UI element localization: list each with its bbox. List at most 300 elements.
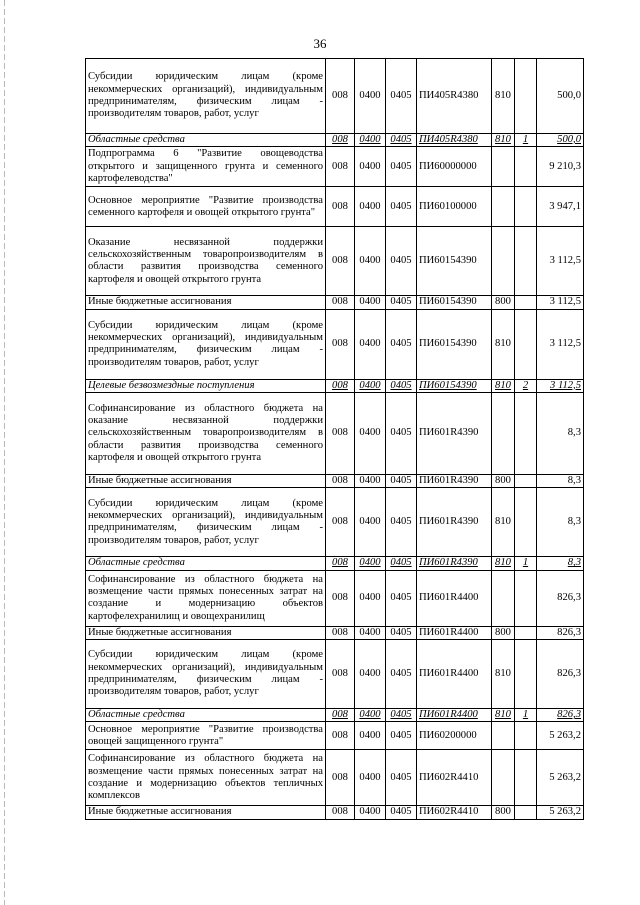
table-row [86, 296, 584, 309]
expense-type-text: 810 [495, 338, 511, 350]
target-article-text: ПИ60154390 [419, 296, 477, 308]
item-name-text: Субсидии юридическим лицам (кроме некоммерческих организаций), индивидуальным предпринимателям, физическим лицам - производителям товаров, работ, услуг [88, 71, 323, 120]
expense-type-cell [492, 475, 515, 488]
ministry-code-cell [326, 722, 355, 750]
section-code-cell [355, 379, 386, 392]
item-name-text: Основное мероприятие "Развитие производства семенного картофеля и овощей открытого грунта" [88, 194, 323, 218]
amount-cell [537, 640, 584, 709]
subsection-code-text: 0405 [390, 255, 412, 267]
item-name-cell [86, 557, 326, 570]
amount-text: 8,3 [567, 475, 581, 487]
subsection-code-text: 0405 [390, 379, 412, 391]
ministry-code-cell [326, 134, 355, 147]
ministry-code-text: 008 [332, 729, 348, 741]
item-name-cell [86, 709, 326, 722]
target-article-cell [417, 134, 492, 147]
subsection-code-cell [386, 134, 417, 147]
expense-type-cell [492, 570, 515, 626]
funding-source-cell [515, 187, 537, 227]
item-name-text: Софинансирование из областного бюджета на оказание несвязанной поддержки сельскохозяйственным товаропроизводителям в области развития производства семенного картофеля и овощей открытого грунта [88, 402, 323, 464]
funding-source-cell [515, 147, 537, 187]
item-name-text: Иные бюджетные ассигнования [88, 806, 232, 818]
amount-cell [537, 475, 584, 488]
amount-cell [537, 147, 584, 187]
item-name-cell [86, 59, 326, 134]
ministry-code-cell [326, 475, 355, 488]
ministry-code-text: 008 [332, 626, 348, 638]
amount-text: 8,3 [567, 516, 581, 528]
expense-type-cell [492, 187, 515, 227]
expense-type-cell [492, 134, 515, 147]
expense-type-text: 810 [495, 89, 511, 101]
target-article-cell [417, 187, 492, 227]
ministry-code-cell [326, 309, 355, 379]
section-code-cell [355, 147, 386, 187]
table-row [86, 309, 584, 379]
ministry-code-text: 008 [332, 89, 348, 101]
target-article-text: ПИ602R4410 [419, 806, 479, 818]
section-code-text: 0400 [359, 626, 381, 638]
target-article-cell [417, 309, 492, 379]
target-article-text: ПИ60154390 [419, 338, 477, 350]
subsection-code-cell [386, 750, 417, 806]
table-row [86, 147, 584, 187]
amount-text: 3 112,5 [549, 296, 581, 308]
table-row [86, 626, 584, 639]
expense-type-cell [492, 626, 515, 639]
target-article-text: ПИ60200000 [419, 729, 477, 741]
section-code-text: 0400 [359, 134, 381, 145]
item-name-text: Оказание несвязанной поддержки сельскохозяйственным товаропроизводителям в области развития производства семенного картофеля и овощей открытого грунта [88, 236, 323, 285]
expense-type-cell [492, 806, 515, 819]
target-article-cell [417, 227, 492, 296]
target-article-text: ПИ601R4390 [419, 516, 479, 528]
table-row [86, 59, 584, 134]
item-name-cell [86, 227, 326, 296]
expense-type-text: 810 [495, 667, 511, 679]
subsection-code-cell [386, 488, 417, 557]
subsection-code-text: 0405 [390, 296, 412, 308]
ministry-code-cell [326, 227, 355, 296]
amount-text: 3 112,5 [549, 255, 581, 267]
section-code-text: 0400 [359, 729, 381, 741]
target-article-cell [417, 557, 492, 570]
amount-text: 3 947,1 [549, 200, 581, 212]
target-article-text: ПИ601R4390 [419, 475, 479, 487]
amount-cell [537, 309, 584, 379]
budget-table [85, 58, 584, 820]
target-article-cell [417, 59, 492, 134]
table-row [86, 488, 584, 557]
subsection-code-text: 0405 [390, 729, 412, 741]
subsection-code-cell [386, 557, 417, 570]
target-article-text: ПИ601R4400 [419, 667, 479, 679]
amount-text: 9 210,3 [549, 160, 581, 172]
ministry-code-cell [326, 570, 355, 626]
table-row [86, 379, 584, 392]
section-code-text: 0400 [359, 89, 381, 101]
funding-source-cell [515, 227, 537, 296]
target-article-cell [417, 379, 492, 392]
funding-source-cell [515, 393, 537, 475]
item-name-text: Субсидии юридическим лицам (кроме некоммерческих организаций), индивидуальным предпринимателям, физическим лицам - производителям товаров, работ, услуг [88, 319, 323, 368]
funding-source-cell [515, 379, 537, 392]
subsection-code-text: 0405 [390, 626, 412, 638]
ministry-code-text: 008 [332, 427, 348, 439]
table-row [86, 393, 584, 475]
target-article-cell [417, 475, 492, 488]
item-name-cell [86, 296, 326, 309]
funding-source-cell [515, 557, 537, 570]
item-name-cell [86, 626, 326, 639]
expense-type-cell [492, 750, 515, 806]
ministry-code-cell [326, 557, 355, 570]
page-number: 36 [313, 36, 327, 51]
expense-type-cell [492, 227, 515, 296]
section-code-cell [355, 570, 386, 626]
funding-source-cell [515, 59, 537, 134]
item-name-cell [86, 570, 326, 626]
expense-type-cell [492, 640, 515, 709]
target-article-cell [417, 806, 492, 819]
table-row [86, 134, 584, 147]
amount-text: 8,3 [567, 557, 581, 569]
subsection-code-text: 0405 [390, 160, 412, 172]
subsection-code-cell [386, 296, 417, 309]
ministry-code-text: 008 [332, 255, 348, 267]
expense-type-text: 800 [495, 296, 511, 308]
target-article-cell [417, 709, 492, 722]
ministry-code-text: 008 [332, 592, 348, 604]
ministry-code-text: 008 [332, 709, 348, 721]
expense-type-text: 810 [495, 557, 511, 569]
section-code-cell [355, 393, 386, 475]
expense-type-cell [492, 488, 515, 557]
target-article-cell [417, 640, 492, 709]
subsection-code-cell [386, 722, 417, 750]
subsection-code-cell [386, 59, 417, 134]
ministry-code-cell [326, 488, 355, 557]
subsection-code-text: 0405 [390, 557, 412, 569]
ministry-code-cell [326, 709, 355, 722]
expense-type-text: 810 [495, 709, 511, 721]
funding-source-cell [515, 296, 537, 309]
amount-cell [537, 626, 584, 639]
amount-text: 500,0 [557, 134, 581, 145]
section-code-text: 0400 [359, 160, 381, 172]
amount-cell [537, 806, 584, 819]
amount-text: 3 112,5 [550, 379, 581, 391]
amount-cell [537, 393, 584, 475]
item-name-text: Софинансирование из областного бюджета на возмещение части прямых понесенных затрат на создание и модернизацию объектов тепличных комплексов [88, 753, 323, 802]
item-name-text: Софинансирование из областного бюджета на возмещение части прямых понесенных затрат на создание и модернизацию объектов картофелехранилищ и овощехранилищ [88, 573, 323, 622]
expense-type-text: 800 [495, 475, 511, 487]
target-article-text: ПИ405R4380 [419, 89, 479, 101]
target-article-text: ПИ602R4410 [419, 771, 479, 783]
ministry-code-text: 008 [332, 475, 348, 487]
ministry-code-text: 008 [332, 296, 348, 308]
funding-source-cell [515, 475, 537, 488]
section-code-cell [355, 750, 386, 806]
amount-text: 826,3 [557, 667, 581, 679]
amount-text: 826,3 [557, 626, 581, 638]
ministry-code-cell [326, 187, 355, 227]
subsection-code-text: 0405 [390, 338, 412, 350]
amount-text: 8,3 [567, 427, 581, 439]
section-code-cell [355, 709, 386, 722]
section-code-text: 0400 [359, 475, 381, 487]
amount-text: 500,0 [557, 89, 581, 101]
item-name-text: Целевые безвозмездные поступления [88, 379, 255, 391]
item-name-text: Подпрограмма 6 "Развитие овощеводства открытого и защищенного грунта и семенного картофелеводства" [88, 148, 323, 185]
subsection-code-text: 0405 [390, 134, 412, 145]
subsection-code-cell [386, 570, 417, 626]
target-article-text: ПИ60154390 [419, 379, 477, 391]
item-name-cell [86, 134, 326, 147]
section-code-cell [355, 626, 386, 639]
subsection-code-text: 0405 [390, 667, 412, 679]
amount-cell [537, 379, 584, 392]
ministry-code-text: 008 [332, 200, 348, 212]
ministry-code-cell [326, 640, 355, 709]
target-article-cell [417, 147, 492, 187]
section-code-cell [355, 488, 386, 557]
table-row [86, 570, 584, 626]
amount-cell [537, 187, 584, 227]
ministry-code-cell [326, 379, 355, 392]
item-name-text: Основное мероприятие "Развитие производства овощей защищенного грунта" [88, 723, 323, 747]
section-code-text: 0400 [359, 592, 381, 604]
subsection-code-cell [386, 227, 417, 296]
target-article-text: ПИ60154390 [419, 255, 477, 267]
amount-cell [537, 488, 584, 557]
section-code-cell [355, 475, 386, 488]
funding-source-cell [515, 750, 537, 806]
subsection-code-cell [386, 309, 417, 379]
target-article-cell [417, 722, 492, 750]
expense-type-cell [492, 147, 515, 187]
target-article-cell [417, 488, 492, 557]
subsection-code-cell [386, 187, 417, 227]
table-row [86, 722, 584, 750]
section-code-text: 0400 [359, 667, 381, 679]
amount-cell [537, 750, 584, 806]
expense-type-cell [492, 296, 515, 309]
item-name-cell [86, 379, 326, 392]
section-code-text: 0400 [359, 806, 381, 818]
ministry-code-cell [326, 750, 355, 806]
subsection-code-cell [386, 379, 417, 392]
item-name-text: Субсидии юридическим лицам (кроме некоммерческих организаций), индивидуальным предпринимателям, физическим лицам - производителям товаров, работ, услуг [88, 649, 323, 698]
funding-source-cell [515, 640, 537, 709]
target-article-cell [417, 570, 492, 626]
funding-source-cell [515, 570, 537, 626]
ministry-code-text: 008 [332, 516, 348, 528]
target-article-cell [417, 626, 492, 639]
amount-text: 5 263,2 [549, 729, 581, 741]
expense-type-text: 810 [495, 516, 511, 528]
item-name-cell [86, 393, 326, 475]
section-code-text: 0400 [359, 709, 381, 721]
ministry-code-cell [326, 626, 355, 639]
item-name-cell [86, 309, 326, 379]
subsection-code-cell [386, 393, 417, 475]
section-code-text: 0400 [359, 516, 381, 528]
section-code-cell [355, 187, 386, 227]
expense-type-text: 810 [495, 379, 511, 391]
section-code-cell [355, 227, 386, 296]
section-code-text: 0400 [359, 379, 381, 391]
target-article-cell [417, 393, 492, 475]
ministry-code-text: 008 [332, 160, 348, 172]
target-article-cell [417, 750, 492, 806]
expense-type-text: 800 [495, 626, 511, 638]
ministry-code-cell [326, 59, 355, 134]
target-article-text: ПИ601R4390 [419, 557, 478, 569]
item-name-cell [86, 147, 326, 187]
section-code-cell [355, 134, 386, 147]
target-article-text: ПИ601R4400 [419, 592, 479, 604]
item-name-cell [86, 475, 326, 488]
expense-type-cell [492, 393, 515, 475]
subsection-code-text: 0405 [390, 771, 412, 783]
ministry-code-cell [326, 806, 355, 819]
ministry-code-text: 008 [332, 379, 348, 391]
amount-text: 826,3 [557, 592, 581, 604]
ministry-code-text: 008 [332, 771, 348, 783]
item-name-text: Иные бюджетные ассигнования [88, 626, 232, 638]
amount-text: 5 263,2 [549, 806, 581, 818]
subsection-code-cell [386, 475, 417, 488]
funding-source-text: 2 [522, 379, 529, 391]
ministry-code-text: 008 [332, 134, 348, 145]
subsection-code-cell [386, 709, 417, 722]
table-row [86, 750, 584, 806]
table-row [86, 806, 584, 819]
section-code-cell [355, 806, 386, 819]
scan-margin-line [4, 0, 5, 905]
funding-source-text: 1 [522, 134, 529, 145]
amount-text: 5 263,2 [549, 771, 581, 783]
target-article-text: ПИ601R4390 [419, 427, 479, 439]
amount-cell [537, 709, 584, 722]
ministry-code-cell [326, 296, 355, 309]
subsection-code-text: 0405 [390, 475, 412, 487]
table-row [86, 475, 584, 488]
amount-cell [537, 570, 584, 626]
target-article-cell [417, 296, 492, 309]
subsection-code-text: 0405 [390, 89, 412, 101]
funding-source-text: 1 [522, 709, 529, 721]
expense-type-cell [492, 557, 515, 570]
section-code-cell [355, 722, 386, 750]
amount-cell [537, 557, 584, 570]
target-article-text: ПИ60100000 [419, 200, 477, 212]
amount-cell [537, 227, 584, 296]
section-code-text: 0400 [359, 296, 381, 308]
expense-type-cell [492, 709, 515, 722]
section-code-text: 0400 [359, 427, 381, 439]
expense-type-cell [492, 722, 515, 750]
table-row [86, 640, 584, 709]
amount-text: 3 112,5 [549, 338, 581, 350]
section-code-cell [355, 640, 386, 709]
subsection-code-text: 0405 [390, 427, 412, 439]
target-article-text: ПИ60000000 [419, 160, 477, 172]
funding-source-cell [515, 134, 537, 147]
expense-type-cell [492, 309, 515, 379]
section-code-cell [355, 59, 386, 134]
ministry-code-cell [326, 393, 355, 475]
item-name-text: Субсидии юридическим лицам (кроме некоммерческих организаций), индивидуальным предпринимателям, физическим лицам - производителям товаров, работ, услуг [88, 497, 323, 546]
funding-source-cell [515, 488, 537, 557]
item-name-text: Иные бюджетные ассигнования [88, 475, 232, 487]
amount-cell [537, 296, 584, 309]
ministry-code-text: 008 [332, 667, 348, 679]
expense-type-text: 800 [495, 806, 511, 818]
budget-table-body [86, 59, 584, 820]
item-name-cell [86, 722, 326, 750]
item-name-cell [86, 640, 326, 709]
section-code-text: 0400 [359, 771, 381, 783]
subsection-code-text: 0405 [390, 516, 412, 528]
funding-source-text: 1 [522, 557, 529, 569]
table-row [86, 187, 584, 227]
item-name-text: Областные средства [88, 134, 185, 145]
funding-source-cell [515, 806, 537, 819]
ministry-code-text: 008 [332, 806, 348, 818]
expense-type-cell [492, 59, 515, 134]
subsection-code-cell [386, 640, 417, 709]
item-name-cell [86, 488, 326, 557]
item-name-cell [86, 750, 326, 806]
subsection-code-cell [386, 806, 417, 819]
section-code-text: 0400 [359, 338, 381, 350]
target-article-text: ПИ601R4400 [419, 709, 478, 721]
expense-type-cell [492, 379, 515, 392]
item-name-cell [86, 806, 326, 819]
section-code-text: 0400 [359, 200, 381, 212]
table-row [86, 709, 584, 722]
funding-source-cell [515, 626, 537, 639]
funding-source-cell [515, 709, 537, 722]
section-code-text: 0400 [359, 255, 381, 267]
subsection-code-text: 0405 [390, 709, 412, 721]
funding-source-cell [515, 722, 537, 750]
item-name-text: Иные бюджетные ассигнования [88, 296, 232, 308]
section-code-cell [355, 557, 386, 570]
subsection-code-cell [386, 147, 417, 187]
section-code-text: 0400 [359, 557, 381, 569]
ministry-code-cell [326, 147, 355, 187]
subsection-code-text: 0405 [390, 806, 412, 818]
subsection-code-text: 0405 [390, 200, 412, 212]
amount-cell [537, 134, 584, 147]
amount-cell [537, 722, 584, 750]
subsection-code-text: 0405 [390, 592, 412, 604]
target-article-text: ПИ405R4380 [419, 134, 478, 145]
item-name-cell [86, 187, 326, 227]
ministry-code-text: 008 [332, 338, 348, 350]
amount-cell [537, 59, 584, 134]
table-row [86, 227, 584, 296]
funding-source-cell [515, 309, 537, 379]
ministry-code-text: 008 [332, 557, 348, 569]
table-row [86, 557, 584, 570]
expense-type-text: 810 [495, 134, 511, 145]
item-name-text: Областные средства [88, 557, 185, 569]
target-article-text: ПИ601R4400 [419, 626, 479, 638]
